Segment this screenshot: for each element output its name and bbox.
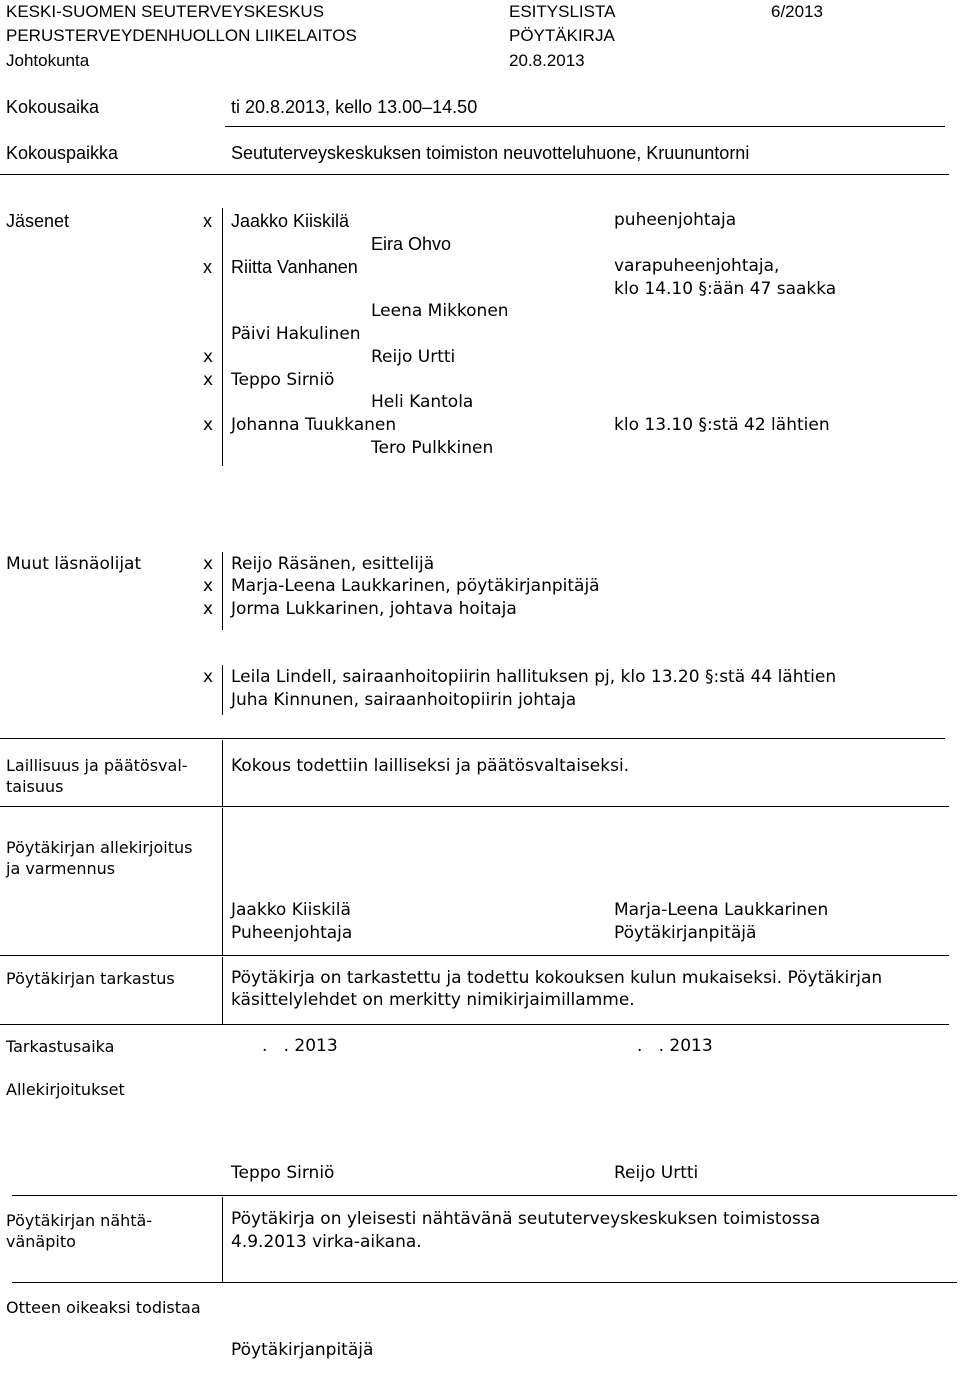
divider (0, 806, 949, 807)
divider (12, 1195, 957, 1196)
attendee-text: Juha Kinnunen, sairaanhoitopiirin johtaja (231, 690, 577, 710)
doc-type-agenda: ESITYSLISTA (509, 2, 616, 21)
member-name: Jaakko Kiiskilä (231, 211, 350, 231)
divider (0, 1024, 949, 1025)
member-name: Päivi Hakulinen (231, 324, 361, 344)
present-mark: x (203, 554, 214, 574)
review-date-left: . . 2013 (262, 1036, 338, 1056)
reviewer-right: Reijo Urtti (614, 1163, 699, 1183)
doc-date: 20.8.2013 (509, 51, 585, 70)
present-mark: x (203, 347, 214, 367)
secretary-role: Pöytäkirjanpitäjä (614, 923, 757, 943)
committee-name: Johtokunta (6, 51, 90, 70)
divider (0, 174, 949, 175)
meeting-time-label: Kokousaika (6, 97, 100, 117)
present-mark: x (203, 257, 212, 277)
column-divider (222, 208, 223, 466)
deputy-name: Leena Mikkonen (371, 301, 509, 321)
review-text-1: Pöytäkirja on tarkastettu ja todettu kokouksen kulun mukaiseksi. Pöytäkirjan (231, 968, 883, 988)
reviewer-left: Teppo Sirniö (231, 1163, 335, 1183)
display-text-2: 4.9.2013 virka-aikana. (231, 1232, 422, 1252)
present-mark: x (203, 415, 214, 435)
review-time-label: Tarkastusaika (6, 1037, 115, 1056)
chair-role: Puheenjohtaja (231, 923, 353, 943)
signing-label-1: Pöytäkirjan allekirjoitus (6, 838, 193, 857)
column-divider (222, 665, 223, 715)
display-label-2: vänäpito (6, 1232, 76, 1251)
certify-label: Otteen oikeaksi todistaa (6, 1298, 201, 1317)
present-mark: x (203, 576, 214, 596)
legality-label-2: taisuus (6, 777, 64, 796)
doc-type-minutes: PÖYTÄKIRJA (509, 26, 615, 45)
member-role: varapuheenjohtaja, (614, 256, 780, 276)
deputy-name: Reijo Urtti (371, 347, 456, 367)
meeting-time-value: ti 20.8.2013, kello 13.00–14.50 (231, 97, 478, 117)
members-label: Jäsenet (6, 211, 70, 231)
column-divider (222, 552, 223, 630)
legality-label-1: Laillisuus ja päätösval- (6, 756, 188, 775)
member-name: Riitta Vanhanen (231, 257, 358, 277)
column-divider (222, 1197, 223, 1282)
member-name: Johanna Tuukkanen (231, 415, 397, 435)
member-role: klo 13.10 §:stä 42 lähtien (614, 415, 830, 435)
attendee-text: Leila Lindell, sairaanhoitopiirin hallituksen pj, klo 13.20 §:stä 44 lähtien (231, 667, 837, 687)
present-mark: x (203, 370, 214, 390)
review-date-right: . . 2013 (637, 1036, 713, 1056)
review-label: Pöytäkirjan tarkastus (6, 969, 175, 988)
divider (12, 1282, 957, 1283)
meeting-place-value: Seututerveyskeskuksen toimiston neuvotteluhuone, Kruununtorni (231, 143, 750, 163)
member-role: klo 14.10 §:ään 47 saakka (614, 279, 837, 299)
attendee-text: Reijo Räsänen, esittelijä (231, 554, 435, 574)
others-label: Muut läsnäolijat (6, 554, 142, 574)
member-role: puheenjohtaja (614, 210, 737, 230)
column-divider (222, 957, 223, 1025)
certify-role: Pöytäkirjanpitäjä (231, 1340, 374, 1360)
secretary-name: Marja-Leena Laukkarinen (614, 900, 829, 920)
display-text-1: Pöytäkirja on yleisesti nähtävänä seututerveyskeskuksen toimistossa (231, 1209, 821, 1229)
legality-text: Kokous todettiin lailliseksi ja päätösvaltaiseksi. (231, 756, 630, 776)
chair-name: Jaakko Kiiskilä (231, 900, 351, 920)
present-mark: x (203, 599, 214, 619)
org-name-1: KESKI-SUOMEN SEUTERVEYSKESKUS (6, 2, 325, 21)
present-mark: x (203, 211, 212, 231)
column-divider (222, 808, 223, 956)
divider (0, 738, 945, 739)
deputy-name: Heli Kantola (371, 392, 474, 412)
signing-label-2: ja varmennus (6, 859, 116, 878)
column-divider (222, 740, 223, 806)
member-name: Teppo Sirniö (231, 370, 335, 390)
attendee-text: Marja-Leena Laukkarinen, pöytäkirjanpitäjä (231, 576, 600, 596)
attendee-text: Jorma Lukkarinen, johtava hoitaja (231, 599, 517, 619)
display-label-1: Pöytäkirjan nähtä- (6, 1211, 153, 1230)
org-name-2: PERUSTERVEYDENHUOLLON LIIKELAITOS (6, 26, 357, 45)
signatures-label: Allekirjoitukset (6, 1080, 125, 1099)
divider (0, 955, 949, 956)
present-mark: x (203, 667, 214, 687)
review-text-2: käsittelylehdet on merkitty nimikirjaimillamme. (231, 990, 635, 1010)
divider (225, 126, 945, 127)
deputy-name: Eira Ohvo (371, 234, 452, 254)
deputy-name: Tero Pulkkinen (371, 438, 494, 458)
meeting-place-label: Kokouspaikka (6, 143, 119, 163)
doc-number: 6/2013 (771, 2, 823, 21)
